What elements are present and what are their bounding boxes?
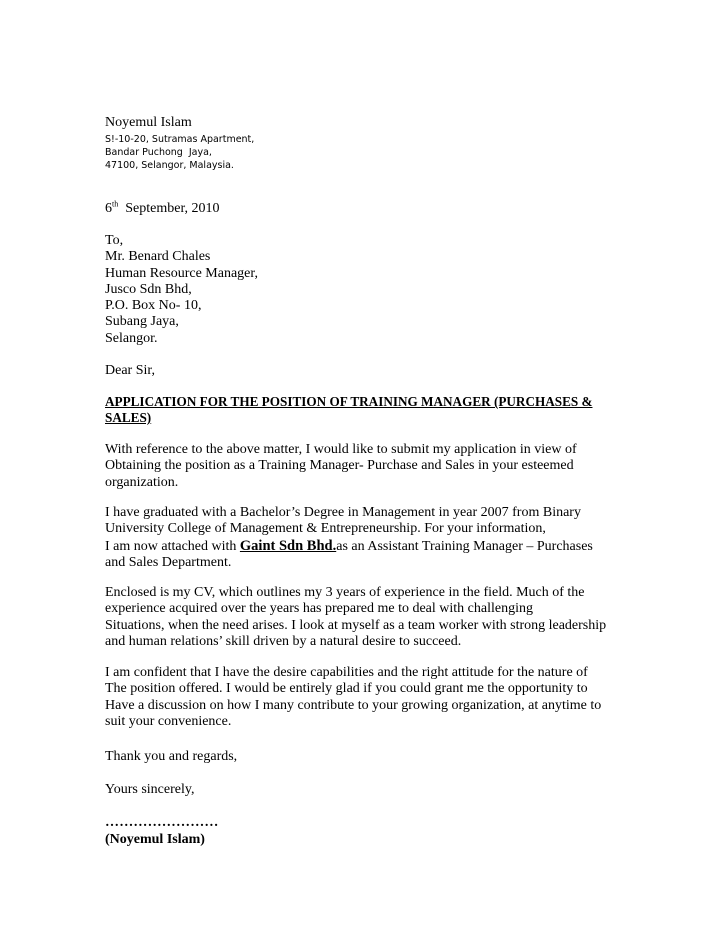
recipient-line: P.O. Box No- 10, (105, 298, 202, 314)
paragraph-line: I am confident that I have the desire capabilities and the right attitude for the nature of (105, 665, 588, 680)
paragraph-line: experience acquired over the years has prepared me to deal with challenging (105, 601, 533, 617)
signature-line: …………………… (105, 815, 219, 830)
paragraph-education (105, 505, 625, 571)
closing-thanks: Thank you and regards, (105, 749, 238, 764)
date-rest: September, 2010 (125, 201, 220, 216)
recipient-line: Jusco Sdn Bhd, (105, 281, 192, 297)
sender-address-line: 47100, Selangor, Malaysia. (105, 160, 234, 171)
paragraph-experience (105, 585, 625, 650)
date-day: 6 (105, 201, 112, 216)
text-span: I am now attached with (105, 538, 240, 554)
paragraph-line: The position offered. I would be entirely glad if you could grant me the opportunity to (105, 681, 588, 697)
paragraph-line: Obtaining the position as a Training Manager- Purchase and Sales in your esteemed (105, 458, 574, 474)
sender-address-line: Bandar Puchong Jaya, (105, 147, 212, 158)
paragraph-confidence (105, 665, 625, 730)
recipient-line: Human Resource Manager, (105, 265, 258, 281)
recipient-line: Selangor. (105, 330, 158, 346)
salutation: Dear Sir, (105, 363, 155, 378)
paragraph-line: With reference to the above matter, I would like to submit my application in view of (105, 442, 577, 457)
text-span: as an Assistant Training Manager – Purchases (336, 538, 593, 554)
paragraph-line: and human relations’ skill driven by a natural desire to succeed. (105, 633, 462, 649)
sender-address-line: S!-10-20, Sutramas Apartment, (105, 134, 255, 145)
closing-sincerely: Yours sincerely, (105, 782, 195, 797)
paragraph-line: I have graduated with a Bachelor’s Degree in Management in year 2007 from Binary (105, 505, 581, 520)
paragraph-reference (105, 442, 625, 491)
sender-name: Noyemul Islam (105, 115, 192, 130)
date-suffix: th (112, 199, 119, 209)
letter-date (105, 201, 220, 217)
recipient-line: Subang Jaya, (105, 314, 179, 330)
subject-line: APPLICATION FOR THE POSITION OF TRAINING MANAGER (PURCHASES & SALES) (105, 394, 593, 425)
paragraph-line: and Sales Department. (105, 554, 232, 570)
paragraph-line: Enclosed is my CV, which outlines my 3 years of experience in the field. Much of the (105, 585, 585, 600)
paragraph-line: Have a discussion on how I many contribute to your growing organization, at anytime to (105, 697, 602, 713)
recipient-block (105, 233, 258, 347)
recipient-line: Mr. Benard Chales (105, 249, 211, 265)
paragraph-line: suit your convenience. (105, 713, 232, 729)
recipient-line: To, (105, 233, 124, 248)
sender-address (105, 133, 254, 172)
paragraph-line: organization. (105, 474, 179, 490)
paragraph-line: University College of Management & Entrepreneurship. For your information, (105, 521, 546, 537)
paragraph-line: Situations, when the need arises. I look at myself as a team worker with strong leadership (105, 617, 607, 633)
paragraph-line (105, 538, 625, 555)
company-name: Gaint Sdn Bhd. (239, 537, 337, 554)
signature-name: (Noyemul Islam) (105, 832, 205, 847)
